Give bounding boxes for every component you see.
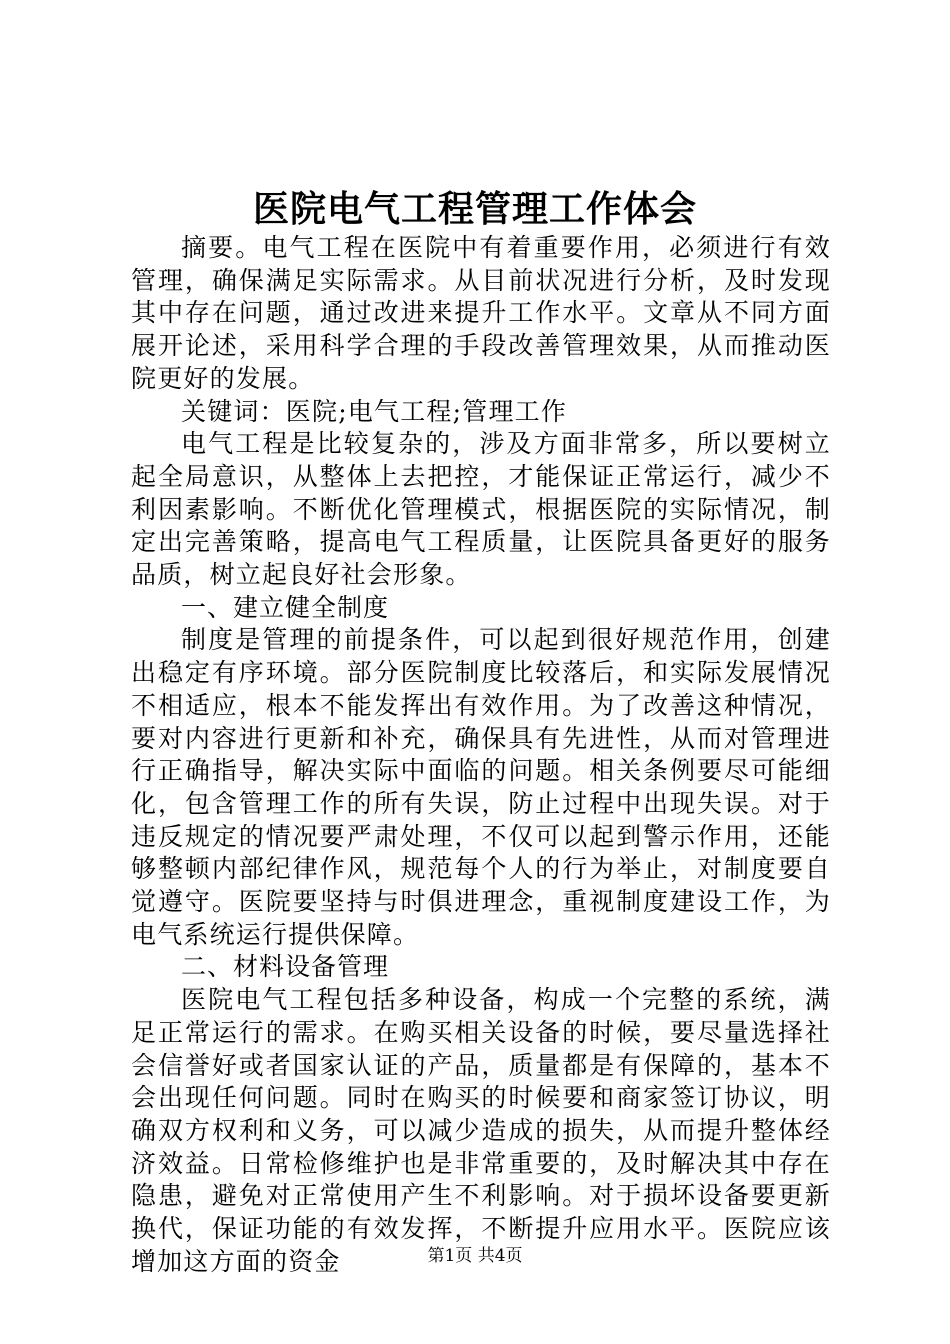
document-body (131, 232, 831, 1279)
section-heading-2: 二、材料设备管理 (181, 952, 390, 982)
section-1-paragraph: 制度是管理的前提条件，可以起到很好规范作用，创建出稳定有序环境。部分医院制度比较落后，和实际发展情况不相适应，根本不能发挥出有效作用。为了改善这种情况，要对内容进行更新和补充，确保具有先进性，从而对管理进行正确指导，解决实际中面临的问题。相关条例要尽可能细化，包含管理工作的所有失误，防止过程中出现失误。对于违反规定的情况要严肃处理，不仅可以起到警示作用，还能够整顿内部纪律作风，规范每个人的行为举止，对制度要自觉遵守。医院要坚持与时俱进理念，重视制度建设工作，为电气系统运行提供保障。 (131, 625, 831, 949)
intro-paragraph: 电气工程是比较复杂的，涉及方面非常多，所以要树立起全局意识，从整体上去把控，才能保证正常运行，减少不利因素影响。不断优化管理模式，根据医院的实际情况，制定出完善策略，提高电气工程质量，让医院具备更好的服务品质，树立起良好社会形象。 (131, 429, 831, 590)
section-heading-1: 一、建立健全制度 (181, 592, 390, 622)
abstract-paragraph: 摘要。电气工程在医院中有着重要作用，必须进行有效管理，确保满足实际需求。从目前状况进行分析，及时发现其中存在问题，通过改进来提升工作水平。文章从不同方面展开论述，采用科学合理的手段改善管理效果，从而推动医院更好的发展。 (131, 233, 831, 393)
page-number-footer: 第1页 共4页 (427, 1246, 523, 1266)
section-2-paragraph: 医院电气工程包括多种设备，构成一个完整的系统，满足正常运行的需求。在购买相关设备的时候，要尽量选择社会信誉好或者国家认证的产品，质量都是有保障的，基本不会出现任何问题。同时在购买的时候要和商家签订协议，明确双方权利和义务，可以减少造成的损失，从而提升整体经济效益。日常检修维护也是非常重要的，及时解决其中存在隐患，避免对正常使用产生不利影响。对于损坏设备要更新换代，保证功能的有效发挥，不断提升应用水平。医院应该增加这方面的资金 (131, 985, 831, 1276)
document-title: 医院电气工程管理工作体会 (252, 188, 697, 230)
keywords-paragraph: 关键词：医院;电气工程;管理工作 (181, 396, 568, 426)
